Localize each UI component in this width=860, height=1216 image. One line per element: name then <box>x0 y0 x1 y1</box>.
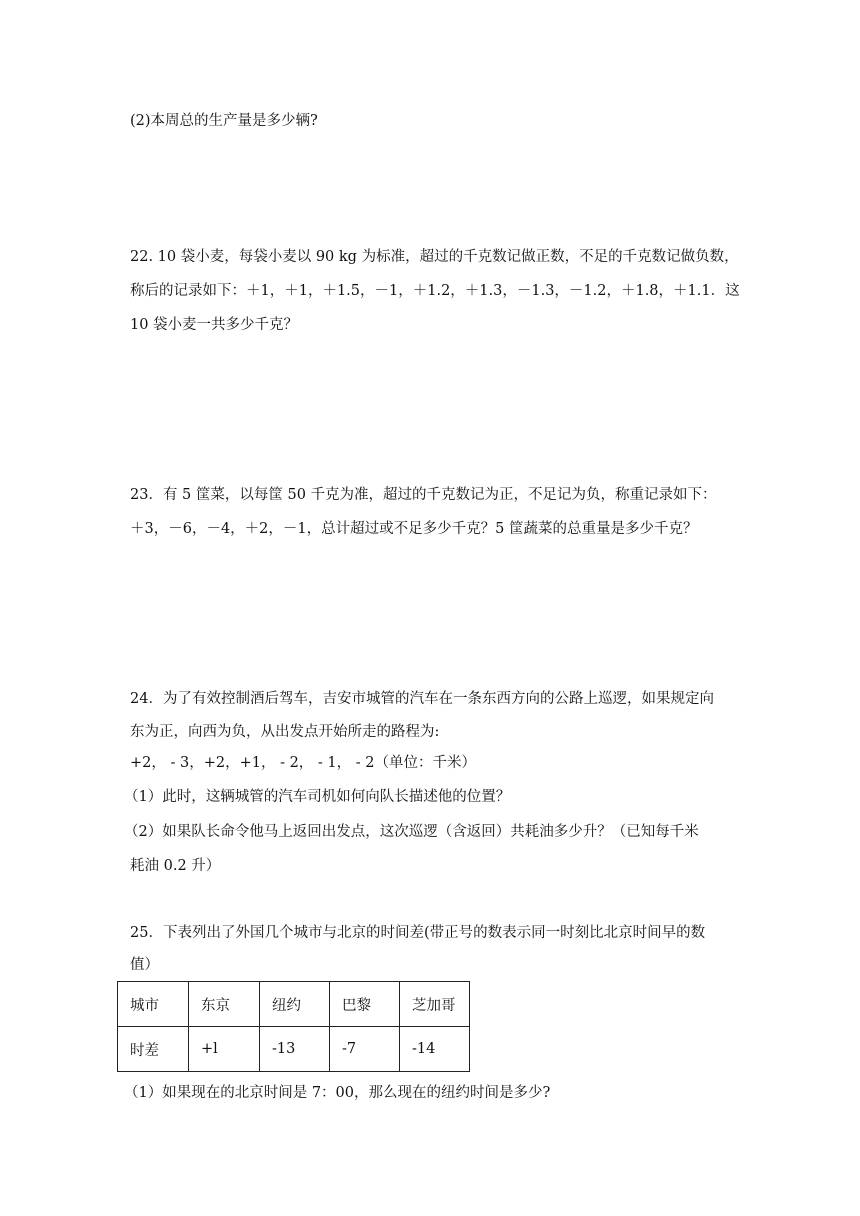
question-22-line-3: 10 袋小麦一共多少千克？ <box>130 317 299 333</box>
question-24-line-2: 东为正，向西为负，从出发点开始所走的路程为: <box>130 724 440 740</box>
table-cell: -14 <box>400 1027 470 1072</box>
question-21-part-2: (2)本周总的生产量是多少辆? <box>130 113 318 129</box>
question-24-line-4: （1）此时，这辆城管的汽车司机如何向队长描述他的位置？ <box>124 789 511 805</box>
question-24-line-1: 24．为了有效控制酒后驾车，吉安市城管的汽车在一条东西方向的公路上巡逻，如果规定向 <box>130 691 714 707</box>
question-22-line-1: 22. 10 袋小麦，每袋小麦以 90 kg 为标准，超过的千克数记做正数，不足的千克数记做负数， <box>130 249 739 265</box>
question-25-line-1: 25．下表列出了外国几个城市与北京的时间差(带正号的数表示同一时刻比北京时间早的数 <box>130 925 706 941</box>
question-23-line-1: 23．有 5 筐菜，以每筐 50 千克为准，超过的千克数记为正，不足记为负，称重记录如下： <box>130 487 717 503</box>
question-24-line-3: +2， - 3，+2，+1， - 2， - 1， - 2（单位：千米） <box>130 755 476 771</box>
table-cell: 巴黎 <box>330 982 400 1027</box>
table-cell: 芝加哥 <box>400 982 470 1027</box>
question-23-line-2: ＋3，－6，－4，＋2，－1，总计超过或不足多少千克？5 筐蔬菜的总重量是多少千克？ <box>130 521 698 537</box>
question-25-part-1: （1）如果现在的北京时间是 7：00，那么现在的纽约时间是多少? <box>124 1085 551 1101</box>
question-24-line-6: 耗油 0.2 升） <box>130 858 221 874</box>
time-difference-table <box>117 981 470 1072</box>
question-22-line-2: 称后的记录如下：＋1，＋1，＋1.5，－1，＋1.2，＋1.3，－1.3，－1.2，＋1.8，＋1.1．这 <box>130 283 740 299</box>
table-cell: +l <box>189 1027 260 1072</box>
table-cell: 时差 <box>118 1027 189 1072</box>
table-row <box>118 1027 470 1072</box>
table-cell: -7 <box>330 1027 400 1072</box>
table-cell: 东京 <box>189 982 260 1027</box>
question-25-line-2: 值） <box>130 957 159 973</box>
table-cell: 城市 <box>118 982 189 1027</box>
table-cell: 纽约 <box>260 982 330 1027</box>
table-cell: -13 <box>260 1027 330 1072</box>
table-row <box>118 982 470 1027</box>
question-24-line-5: （2）如果队长命令他马上返回出发点，这次巡逻（含返回）共耗油多少升？（已知每千米 <box>124 824 699 840</box>
